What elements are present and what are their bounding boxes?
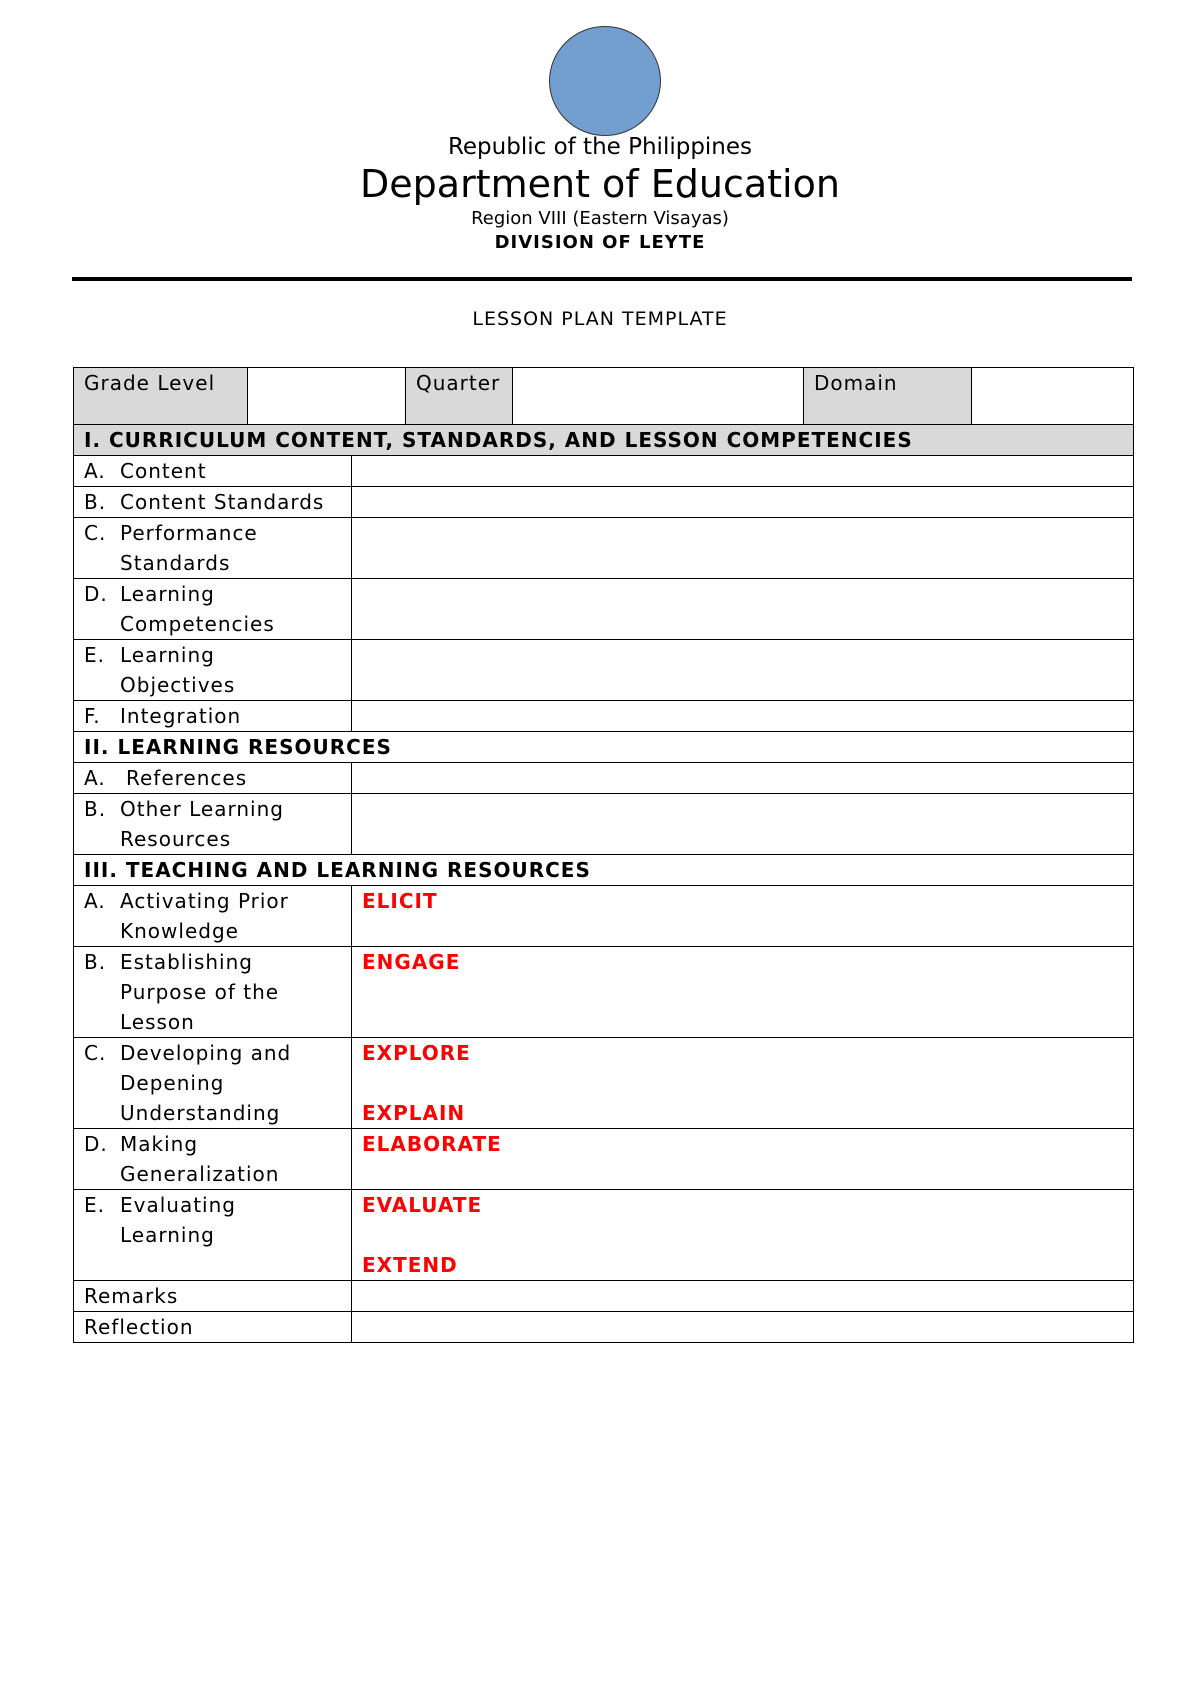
row-label-performance-standards: [74, 518, 352, 579]
table-row: [74, 794, 1134, 855]
learning-competencies-field[interactable]: [352, 579, 1134, 640]
republic-heading: Republic of the Philippines: [447, 134, 753, 160]
row-label-learning-objectives: [74, 640, 352, 701]
table-row: [74, 1129, 1134, 1190]
developing-understanding-field[interactable]: [352, 1038, 1134, 1129]
item-letter: B.: [84, 797, 107, 821]
content-field[interactable]: [352, 456, 1134, 487]
section-resources: [74, 732, 1134, 763]
lesson-plan-table: [73, 367, 1134, 1343]
grade-level-field[interactable]: [248, 368, 406, 425]
table-row: [74, 1038, 1134, 1129]
table-row: [74, 640, 1134, 701]
phase-label: EXTEND: [362, 1253, 458, 1277]
activating-prior-knowledge-field[interactable]: [352, 886, 1134, 947]
document-title: LESSON PLAN TEMPLATE: [472, 308, 728, 330]
table-row: [74, 947, 1134, 1038]
item-letter: B.: [84, 950, 107, 974]
row-label-evaluating-learning: [74, 1190, 352, 1281]
integration-field[interactable]: [352, 701, 1134, 732]
phase-label: EXPLORE: [362, 1041, 471, 1065]
row-label-developing-understanding: [74, 1038, 352, 1129]
other-learning-resources-field[interactable]: [352, 794, 1134, 855]
content-standards-field[interactable]: [352, 487, 1134, 518]
item-letter: E.: [84, 643, 105, 667]
row-label-establishing-purpose: [74, 947, 352, 1038]
table-row: [74, 1312, 1134, 1343]
quarter-label: Quarter: [406, 368, 513, 425]
row-label-making-generalization: [74, 1129, 352, 1190]
item-letter: B.: [84, 490, 107, 514]
item-label: Performance Standards: [120, 521, 258, 575]
references-field[interactable]: [352, 763, 1134, 794]
deped-seal: [549, 26, 661, 136]
item-label: Developing and Depening Understanding: [120, 1041, 292, 1125]
phase-label: EVALUATE: [362, 1193, 483, 1217]
row-label-integration: [74, 701, 352, 732]
table-row: [74, 487, 1134, 518]
item-label: Activating Prior Knowledge: [120, 889, 289, 943]
blank-line: [362, 1220, 1133, 1250]
phase-label: EXPLAIN: [362, 1101, 466, 1125]
section-curriculum: [74, 425, 1134, 456]
item-letter: A.: [84, 766, 106, 790]
blank-line: [362, 1068, 1133, 1098]
division-heading: DIVISION OF LEYTE: [494, 232, 706, 253]
domain-field[interactable]: [972, 368, 1134, 425]
making-generalization-field[interactable]: [352, 1129, 1134, 1190]
table-row: [74, 1190, 1134, 1281]
phase-label: ENGAGE: [362, 950, 461, 974]
region-heading: Region VIII (Eastern Visayas): [471, 208, 729, 229]
header-divider: [72, 277, 1132, 281]
reflection-field[interactable]: [352, 1312, 1134, 1343]
row-label-other-learning-resources: [74, 794, 352, 855]
item-letter: C.: [84, 1041, 107, 1065]
item-label: Learning Objectives: [120, 643, 236, 697]
item-label: Integration: [120, 704, 242, 728]
reflection-label: Reflection: [74, 1312, 352, 1343]
item-label: Content: [120, 459, 207, 483]
phase-label: ELICIT: [362, 889, 438, 913]
learning-objectives-field[interactable]: [352, 640, 1134, 701]
item-letter: D.: [84, 1132, 108, 1156]
remarks-label: Remarks: [74, 1281, 352, 1312]
item-label: Other Learning Resources: [120, 797, 284, 851]
quarter-field[interactable]: [513, 368, 804, 425]
domain-label: Domain: [804, 368, 972, 425]
performance-standards-field[interactable]: [352, 518, 1134, 579]
phase-label: ELABORATE: [362, 1132, 502, 1156]
establishing-purpose-field[interactable]: [352, 947, 1134, 1038]
table-row: [74, 518, 1134, 579]
section-heading: II. LEARNING RESOURCES: [74, 732, 1134, 763]
grade-level-label: Grade Level: [74, 368, 248, 425]
row-label-content-standards: [74, 487, 352, 518]
row-label-content: [74, 456, 352, 487]
remarks-field[interactable]: [352, 1281, 1134, 1312]
department-heading: Department of Education: [360, 162, 840, 206]
item-letter: A.: [84, 459, 106, 483]
item-letter: D.: [84, 582, 108, 606]
table-row: [74, 701, 1134, 732]
item-label: Making Generalization: [120, 1132, 280, 1186]
table-row: [74, 456, 1134, 487]
section-teaching: [74, 855, 1134, 886]
item-letter: A.: [84, 889, 106, 913]
table-row: [74, 579, 1134, 640]
section-heading: I. CURRICULUM CONTENT, STANDARDS, AND LESSON COMPETENCIES: [74, 425, 1134, 456]
table-row: [74, 763, 1134, 794]
evaluating-learning-field[interactable]: [352, 1190, 1134, 1281]
item-letter: F.: [84, 704, 101, 728]
row-label-references: [74, 763, 352, 794]
item-label: References: [126, 766, 248, 790]
row-label-learning-competencies: [74, 579, 352, 640]
table-row: [74, 1281, 1134, 1312]
info-row: [74, 368, 1134, 425]
section-heading: III. TEACHING AND LEARNING RESOURCES: [74, 855, 1134, 886]
item-letter: C.: [84, 521, 107, 545]
table-row: [74, 886, 1134, 947]
row-label-activating-prior-knowledge: [74, 886, 352, 947]
item-label: Content Standards: [120, 490, 325, 514]
item-label: Learning Competencies: [120, 582, 275, 636]
item-label: Establishing Purpose of the Lesson: [120, 950, 280, 1034]
item-label: Evaluating Learning: [120, 1193, 236, 1247]
item-letter: E.: [84, 1193, 105, 1217]
